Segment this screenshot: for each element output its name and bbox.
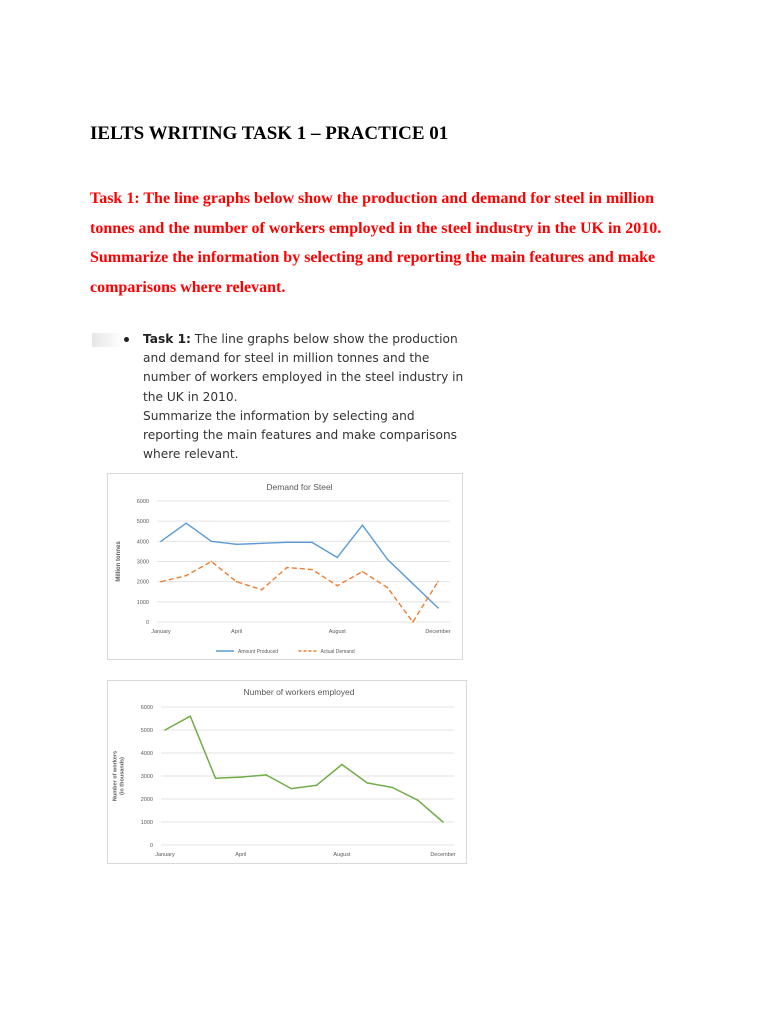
steel-demand-chart-svg — [108, 474, 462, 659]
steel-demand-chart — [107, 473, 463, 660]
x-tick-label: April — [235, 852, 247, 858]
data-point — [412, 583, 414, 585]
bullet-dot-icon — [124, 337, 129, 342]
y-tick-label: 2000 — [140, 797, 153, 803]
data-point — [160, 541, 162, 543]
bullet-line: reporting the main features and make comparisons — [143, 428, 458, 443]
y-tick-label: 4000 — [140, 751, 153, 757]
y-tick-label: 3000 — [140, 774, 153, 780]
data-point — [185, 575, 187, 577]
x-tick-label: December — [425, 629, 451, 635]
bullet-line: where relevant. — [143, 447, 239, 462]
y-tick-label: 6000 — [136, 499, 149, 505]
y-tick-label: 0 — [149, 843, 153, 849]
workers-employed-chart — [107, 680, 467, 864]
data-point — [387, 559, 389, 561]
y-axis-label-line: Million tonnes — [116, 541, 122, 582]
data-point — [392, 787, 394, 789]
y-axis-label-line: Number of workers — [112, 750, 119, 802]
data-point — [211, 541, 213, 543]
data-point — [236, 544, 238, 546]
task-line: comparisons where relevant. — [90, 278, 286, 296]
bullet-line — [128, 330, 473, 349]
bullet-line: Summarize the information by selecting and — [143, 408, 415, 423]
data-point — [417, 799, 419, 801]
task-line: Summarize the information by selecting and reporting the main features and make — [90, 249, 656, 266]
data-point — [366, 782, 368, 784]
data-point — [412, 621, 414, 623]
x-tick-label: January — [155, 852, 175, 858]
y-tick-label: 0 — [145, 620, 149, 626]
y-axis-label — [116, 541, 122, 582]
y-tick-label: 5000 — [140, 728, 153, 734]
screenshot-edge-shadow — [92, 333, 122, 347]
data-point — [265, 774, 267, 776]
workers-employed-chart-svg — [108, 681, 466, 863]
bullet-label: Task 1: — [143, 332, 191, 346]
data-point — [362, 524, 364, 526]
x-tick-label: January — [151, 629, 171, 635]
task-line: tonnes and the number of workers employed in the steel industry in the UK in 2010. — [90, 219, 662, 237]
data-point — [240, 776, 242, 778]
data-point — [286, 542, 288, 544]
y-tick-label: 4000 — [136, 539, 149, 546]
task-line: Task 1: The line graphs below show the production and demand for steel in million — [90, 190, 654, 207]
data-point — [286, 567, 288, 569]
legend-label: Actual Demand — [320, 649, 355, 655]
screenshot-bullet-text — [128, 330, 473, 464]
series-line — [161, 562, 438, 623]
document-title: IELTS WRITING TASK 1 – PRACTICE 01 — [90, 123, 449, 144]
y-tick-label: 1000 — [136, 599, 149, 606]
data-point — [160, 581, 162, 583]
bullet-line-text: The line graphs below show the production — [190, 332, 458, 346]
chart-title: Demand for Steel — [266, 482, 333, 492]
bullet-line: the UK in 2010. — [143, 389, 238, 404]
y-axis-label-line: (in thousands) — [119, 757, 126, 795]
data-point — [164, 729, 166, 731]
series-line — [161, 523, 438, 608]
data-point — [236, 581, 238, 583]
y-tick-label: 5000 — [136, 519, 149, 526]
bullet-line: and demand for steel in million tonnes and the — [143, 351, 430, 366]
legend-label: Amount Produced — [238, 649, 279, 655]
data-point — [185, 522, 187, 524]
data-point — [316, 784, 318, 786]
x-tick-label: August — [333, 852, 351, 858]
y-tick-label: 6000 — [140, 705, 153, 711]
y-tick-label: 2000 — [136, 579, 149, 586]
data-point — [261, 589, 263, 591]
data-point — [189, 715, 191, 717]
data-point — [311, 569, 313, 571]
x-tick-label: August — [328, 629, 346, 635]
data-point — [341, 764, 343, 766]
data-point — [261, 543, 263, 545]
data-point — [437, 581, 439, 583]
data-point — [336, 557, 338, 559]
task-instructions — [90, 184, 690, 302]
chart-title: Number of workers employed — [243, 687, 355, 697]
data-point — [437, 607, 439, 609]
y-tick-label: 3000 — [136, 559, 149, 566]
series-line — [165, 716, 443, 822]
x-tick-label: December — [430, 852, 456, 858]
data-point — [336, 585, 338, 587]
data-point — [291, 788, 293, 790]
data-point — [387, 587, 389, 589]
data-point — [442, 821, 444, 823]
data-point — [362, 571, 364, 573]
x-tick-label: April — [231, 629, 243, 635]
data-point — [211, 561, 213, 563]
data-point — [311, 542, 313, 544]
y-axis-label — [113, 751, 126, 801]
y-tick-label: 1000 — [140, 820, 153, 826]
data-point — [215, 778, 217, 780]
bullet-line: number of workers employed in the steel industry in — [143, 370, 464, 385]
